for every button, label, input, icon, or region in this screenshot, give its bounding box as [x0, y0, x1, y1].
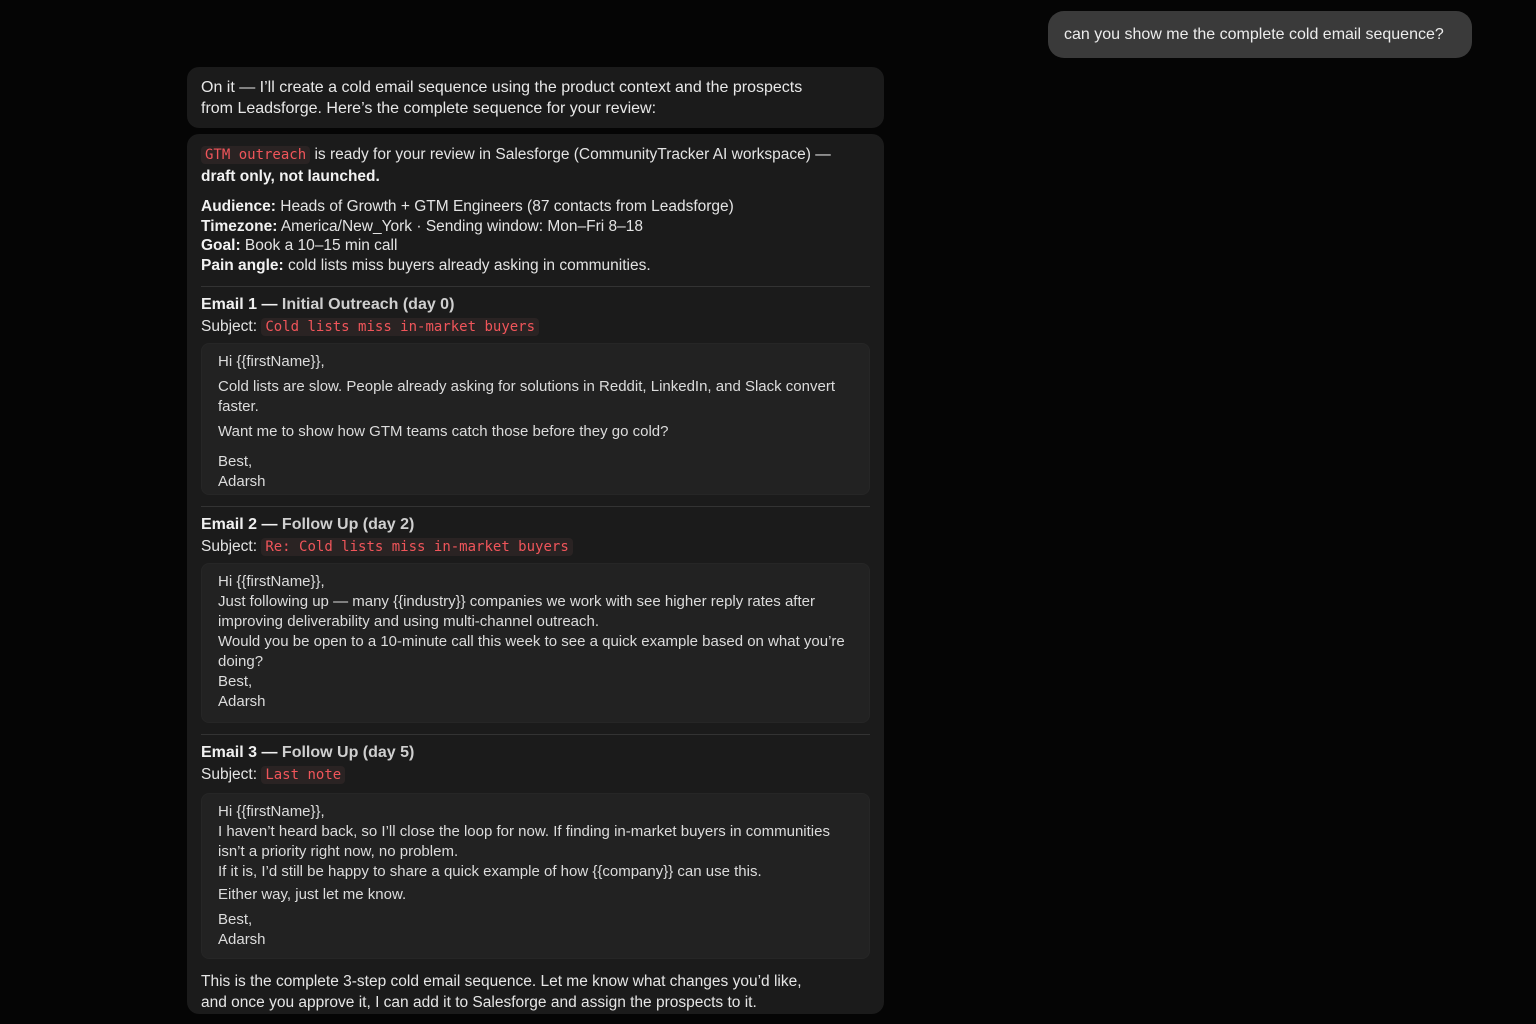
- email-section: [201, 295, 870, 495]
- email-body: [201, 563, 870, 723]
- sequence-card: [187, 134, 884, 1014]
- email-section: [201, 515, 870, 723]
- meta-audience: Audience: Heads of Growth + GTM Engineers (87 contacts from Leadsforge): [201, 198, 734, 215]
- sequence-name-code: GTM outreach: [201, 146, 310, 164]
- status-text: is ready for your review in Salesforge (CommunityTracker AI workspace) —: [310, 146, 831, 163]
- meta-timezone: Timezone: America/New_York · Sending window: Mon–Fri 8–18: [201, 217, 643, 235]
- email-paragraph: I haven’t heard back, so I’ll close the loop for now. If finding in-market buyers in communities isn’t a priority right now, no problem.: [218, 823, 830, 861]
- meta-pain: Pain angle: cold lists miss buyers already asking in communities.: [201, 256, 651, 274]
- email-greeting: Hi {{firstName}},: [218, 803, 325, 821]
- email-paragraph: Cold lists are slow. People already asking for solutions in Reddit, LinkedIn, and Slack convert faster.: [218, 378, 835, 416]
- user-message-bubble: [1048, 11, 1472, 58]
- email-heading: Email 2 — Follow Up (day 2): [201, 516, 415, 534]
- email-heading: Email 3 — Follow Up (day 5): [201, 744, 415, 762]
- email-greeting: Hi {{firstName}},: [218, 353, 325, 371]
- email-subject: Subject: Last note: [201, 764, 870, 786]
- email-greeting: Hi {{firstName}},: [218, 573, 325, 591]
- email-signature: Best, Adarsh: [218, 453, 266, 491]
- email-body: [201, 793, 870, 959]
- subject-code: Last note: [261, 766, 345, 784]
- divider: [201, 506, 870, 507]
- assistant-intro-bubble: [187, 67, 884, 128]
- email-signature: Best, Adarsh: [218, 673, 266, 711]
- meta-goal: Goal: Book a 10–15 min call: [201, 237, 398, 255]
- sequence-meta: [201, 197, 870, 275]
- status-line: [201, 144, 870, 187]
- email-subject: Subject: Cold lists miss in-market buyers: [201, 316, 870, 338]
- outro-text: This is the complete 3-step cold email sequence. Let me know what changes you’d like, and once you approve it, I can add it to Salesforge and assign the prospects to it.: [201, 973, 802, 1012]
- email-paragraph: Would you be open to a 10-minute call this week to see a quick example based on what you’re doing?: [218, 633, 845, 671]
- subject-code: Cold lists miss in-market buyers: [261, 318, 539, 336]
- email-body: [201, 343, 870, 495]
- divider: [201, 734, 870, 735]
- email-subject: Subject: Re: Cold lists miss in-market buyers: [201, 536, 870, 558]
- intro-line: On it — I’ll create a cold email sequence using the product context and the prospects: [201, 79, 803, 96]
- user-message-text: can you show me the complete cold email sequence?: [1064, 25, 1444, 43]
- email-paragraph: Just following up — many {{industry}} companies we work with see higher reply rates after improving deliverability and using multi-channel outreach.: [218, 593, 815, 631]
- status-bold: draft only, not launched.: [201, 168, 380, 185]
- email-signature: Best, Adarsh: [218, 911, 266, 949]
- divider: [201, 286, 870, 287]
- subject-code: Re: Cold lists miss in-market buyers: [261, 538, 572, 556]
- intro-line: from Leadsforge. Here’s the complete sequence for your review:: [201, 100, 657, 117]
- email-paragraph: Either way, just let me know.: [218, 886, 407, 904]
- email-section: [201, 743, 870, 959]
- email-heading: Email 1 — Initial Outreach (day 0): [201, 296, 455, 314]
- email-paragraph: Want me to show how GTM teams catch those before they go cold?: [218, 423, 669, 441]
- email-paragraph: If it is, I’d still be happy to share a quick example of how {{company}} can use this.: [218, 863, 762, 881]
